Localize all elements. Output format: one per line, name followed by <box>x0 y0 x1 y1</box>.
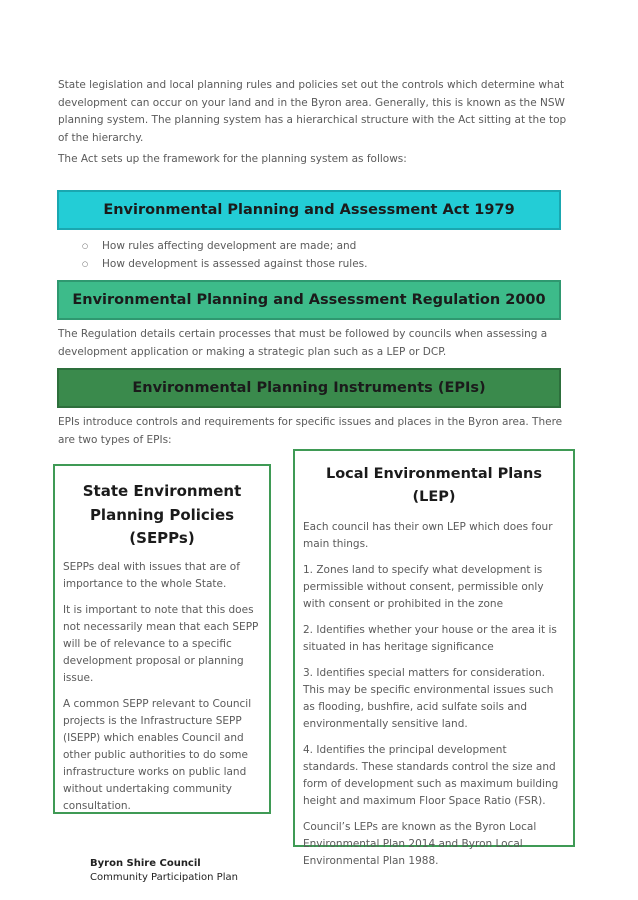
page-footer <box>90 857 238 884</box>
act-bullet-list <box>82 237 367 273</box>
lep-paragraph: 1. Zones land to specify what development is permissible without consent, permissible only with consent or prohibited in the zone <box>303 564 544 610</box>
lep-paragraph: 4. Identifies the principal development standards. These standards control the size and form of development such as maximum building height and maximum Floor Space Ratio (FSR). <box>303 744 559 807</box>
epis-text: EPIs introduce controls and requirements for specific issues and places in the Byron area. There are two types of EPIs: <box>58 416 563 446</box>
sepps-title: State Environment Planning Policies (SEPPs) <box>82 482 242 547</box>
lep-paragraph: Council’s LEPs are known as the Byron Local Environmental Plan 2014 and Byron Local Environmental Plan 1988. <box>303 821 537 867</box>
lep-box <box>293 449 575 867</box>
lep-paragraph: 2. Identifies whether your house or the area it is situated in has heritage significance <box>303 624 557 653</box>
footer-organisation: Byron Shire Council <box>90 858 201 869</box>
sepps-box <box>53 464 271 814</box>
bullet-icon: ○ <box>82 260 89 268</box>
sepps-paragraph: SEPPs deal with issues that are of importance to the whole State. <box>63 560 240 590</box>
bullet-icon: ○ <box>82 242 89 250</box>
intro-paragraph: State legislation and local planning rules and policies set out the controls which determine what development can occur on your land and in the Byron area. Generally, this is known as the NSW planning system. The planning system has a hierarchical structure with the Act sitting at the top of the hierarchy. <box>58 79 567 144</box>
lep-paragraph: Each council has their own LEP which does four main things. <box>303 521 553 550</box>
list-item <box>82 255 367 273</box>
list-item <box>82 237 367 255</box>
epis-banner: Environmental Planning Instruments (EPIs) <box>57 368 561 408</box>
regulation-banner: Environmental Planning and Assessment Regulation 2000 <box>57 280 561 320</box>
footer-document-title: Community Participation Plan <box>90 871 238 883</box>
bullet-text: How rules affecting development are made; and <box>102 240 357 252</box>
lep-paragraph: 3. Identifies special matters for consideration. This may be specific environmental issues such as flooding, bushfire, acid sulfate soils and environmentally sensitive land. <box>303 667 554 730</box>
regulation-text: The Regulation details certain processes that must be followed by councils when assessing a development application or making a strategic plan such as a LEP or DCP. <box>58 328 548 358</box>
intro-lead-in: The Act sets up the framework for the planning system as follows: <box>58 153 407 165</box>
sepps-paragraph: It is important to note that this does not necessarily mean that each SEPP will be of relevance to a specific development proposal or planning issue. <box>63 603 259 684</box>
sepps-paragraph: A common SEPP relevant to Council projects is the Infrastructure SEPP (ISEPP) which enables Council and other public authorities to do some infrastructure works on public land without undertaking community consultation. <box>63 697 252 812</box>
act-banner: Environmental Planning and Assessment Act 1979 <box>57 190 561 230</box>
bullet-text: How development is assessed against those rules. <box>102 258 368 270</box>
lep-title: Local Environmental Plans (LEP) <box>325 466 543 505</box>
